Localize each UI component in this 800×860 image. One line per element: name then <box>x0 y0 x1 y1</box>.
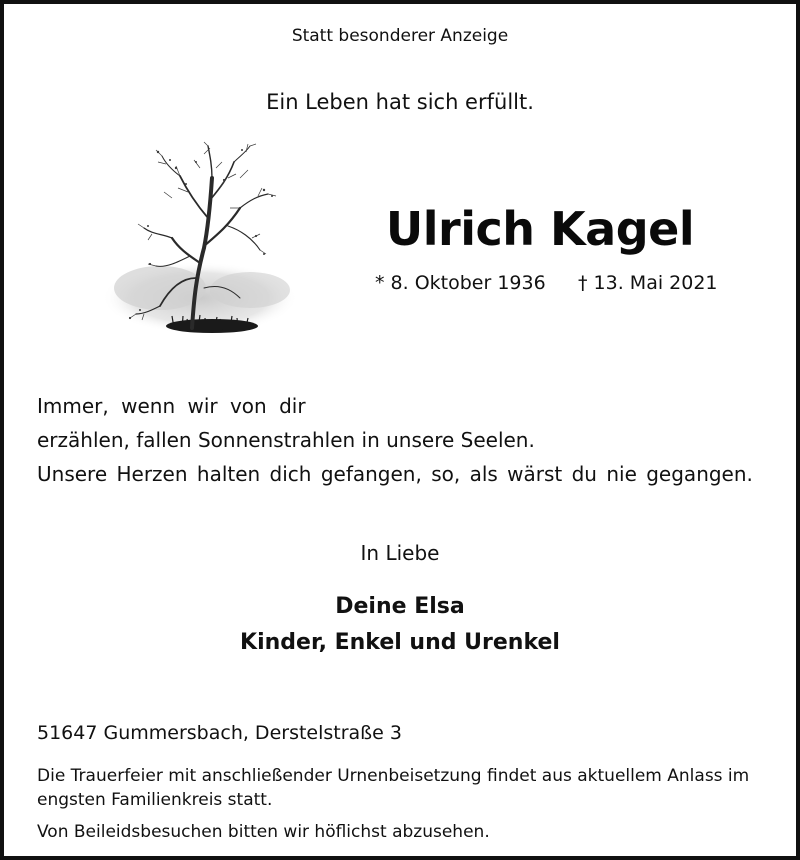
notice-header: Statt besonderer Anzeige <box>291 26 509 46</box>
family-address: 51647 Gummersbach, Derstelstraße 3 <box>37 722 402 744</box>
poem-line-1: Immer, wenn wir von dir <box>37 394 306 418</box>
birth-date: * 8. Oktober 1936 <box>375 272 546 294</box>
signature-line-1: Deine Elsa <box>335 594 465 619</box>
tree-illustration-icon <box>100 138 296 354</box>
condolence-note: Von Beileidsbesuchen bitten wir höflichst abzusehen. <box>37 822 490 842</box>
signature-line-2: Kinder, Enkel und Urenkel <box>240 630 560 655</box>
motto: Ein Leben hat sich erfüllt. <box>266 90 534 114</box>
closing-phrase: In Liebe <box>360 541 440 565</box>
funeral-info: Die Trauerfeier mit anschließender Urnenbeisetzung findet aus aktuellem Anlass im engsten Familienkreis statt. <box>37 766 750 810</box>
poem-line-2: erzählen, fallen Sonnenstrahlen in unsere Seelen. <box>37 428 535 452</box>
poem-line-3: Unsere Herzen halten dich gefangen, so, als wärst du nie gegangen. <box>37 462 753 486</box>
death-date: † 13. Mai 2021 <box>578 272 718 294</box>
deceased-name: Ulrich Kagel <box>385 202 695 256</box>
